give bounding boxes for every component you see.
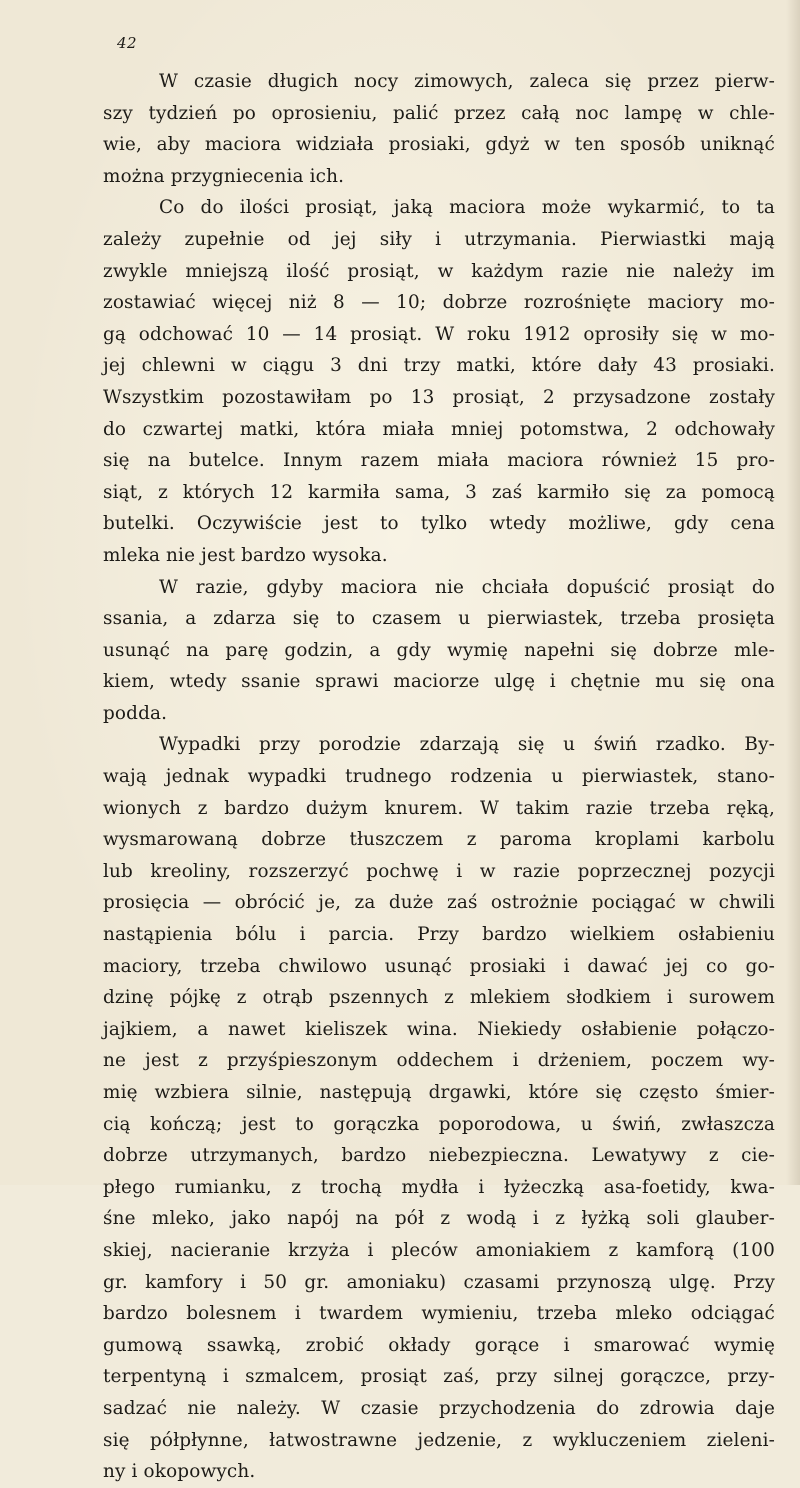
page-edge-shadow xyxy=(786,0,800,1185)
text-line: gumową ssawką, zrobić okłady gorące i smarować wymię xyxy=(103,1334,775,1356)
text-line: się półpłynne, łatwostrawne jedzenie, z wykluczeniem zieleni- xyxy=(103,1429,775,1451)
text-line: maciory, trzeba chwilowo usunąć prosiaki i dawać jej co go- xyxy=(103,955,775,977)
text-line: wysmarowaną dobrze tłuszczem z paroma kroplami karbolu xyxy=(103,829,775,851)
text-line: ny i okopowych. xyxy=(103,1461,256,1483)
text-line: dobrze utrzymanych, bardzo niebezpieczna. Lewatywy z cie- xyxy=(103,1145,775,1167)
text-line: ne jest z przyśpieszonym oddechem i drżeniem, poczem wy- xyxy=(103,1050,775,1072)
text-line: płego rumianku, z trochą mydła i łyżeczką asa-foetidy, kwa- xyxy=(103,1176,775,1198)
text-line: usunąć na parę godzin, a gdy wymię napełni się dobrze mle- xyxy=(103,639,775,661)
text-line: wionych z bardzo dużym knurem. W takim razie trzeba ręką, xyxy=(103,797,775,819)
text-line: można przygniecenia ich. xyxy=(103,165,345,187)
text-line: siąt, z których 12 karmiła sama, 3 zaś karmiło się za pomocą xyxy=(103,481,775,503)
text-line: skiej, nacieranie krzyża i pleców amoniakiem z kamforą (100 xyxy=(103,1239,775,1261)
text-line: do czwartej matki, która miała mniej potomstwa, 2 odchowały xyxy=(103,418,775,440)
text-line: szy tydzień po oprosieniu, palić przez całą noc lampę w chle- xyxy=(103,102,775,124)
text-line: jajkiem, a nawet kieliszek wina. Niekiedy osłabienie połączo- xyxy=(103,1018,775,1040)
text-line: zależy zupełnie od jej siły i utrzymania. Pierwiastki mają xyxy=(103,228,775,250)
text-line: W razie, gdyby maciora nie chciała dopuścić prosiąt do xyxy=(159,576,775,598)
text-line: Wypadki przy porodzie zdarzają się u świń rzadko. By- xyxy=(159,734,775,756)
text-line: W czasie długich nocy zimowych, zaleca się przez pierw- xyxy=(159,71,775,92)
text-line: bardzo bolesnem i twardem wymieniu, trzeba mleko odciągać xyxy=(103,1303,775,1325)
text-line: zostawiać więcej niż 8 — 10; dobrze rozrośnięte maciory mo- xyxy=(103,292,775,314)
text-line: śne mleko, jako napój na pół z wodą i z łyżką soli glauber- xyxy=(103,1208,775,1230)
text-line: kiem, wtedy ssanie sprawi maciorze ulgę i chętnie mu się ona xyxy=(103,671,775,693)
text-line: gą odchować 10 — 14 prosiąt. W roku 1912 oprosiły się w mo- xyxy=(103,323,775,345)
text-line: Co do ilości prosiąt, jaką maciora może wykarmić, to ta xyxy=(159,197,775,219)
text-line: nastąpienia bólu i parcia. Przy bardzo wielkiem osłabieniu xyxy=(103,924,775,946)
text-line: sadzać nie należy. W czasie przychodzenia do zdrowia daje xyxy=(103,1397,775,1419)
text-line: gr. kamfory i 50 gr. amoniaku) czasami przynoszą ulgę. Przy xyxy=(103,1271,775,1293)
body-text xyxy=(103,66,775,1488)
text-line: mię wzbiera silnie, następują drgawki, które się często śmier- xyxy=(103,1082,775,1103)
text-line: się na butelce. Innym razem miała maciora również 15 pro- xyxy=(103,450,775,472)
page-number: 42 xyxy=(117,34,138,52)
text-line: lub kreoliny, rozszerzyć pochwę i w razie poprzecznej pozycji xyxy=(103,860,775,882)
text-line: wie, aby maciora widziała prosiaki, gdyż w ten sposób uniknąć xyxy=(103,134,775,156)
text-line: ssania, a zdarza się to czasem u pierwiastek, trzeba prosięta xyxy=(103,608,775,630)
text-line: Wszystkim pozostawiłam po 13 prosiąt, 2 przysadzone zostały xyxy=(103,386,775,408)
text-line: terpentyną i szmalcem, prosiąt zaś, przy silnej gorączce, przy- xyxy=(103,1366,775,1388)
text-line: podda. xyxy=(103,702,168,724)
text-line: prosięcia — obrócić je, za duże zaś ostrożnie pociągać w chwili xyxy=(103,892,775,914)
text-line: jej chlewni w ciągu 3 dni trzy matki, które dały 43 prosiaki. xyxy=(103,355,775,377)
text-line: butelki. Oczywiście jest to tylko wtedy możliwe, gdy cena xyxy=(103,513,775,535)
text-line: cią kończą; jest to gorączka poporodowa, u świń, zwłaszcza xyxy=(103,1113,775,1135)
text-line: dzinę pójkę z otrąb pszennych z mlekiem słodkiem i surowem xyxy=(103,987,775,1009)
text-line: wają jednak wypadki trudnego rodzenia u pierwiastek, stano- xyxy=(103,766,775,788)
text-line: zwykle mniejszą ilość prosiąt, w każdym razie nie należy im xyxy=(103,260,775,282)
text-line: mleka nie jest bardzo wysoka. xyxy=(103,544,388,566)
